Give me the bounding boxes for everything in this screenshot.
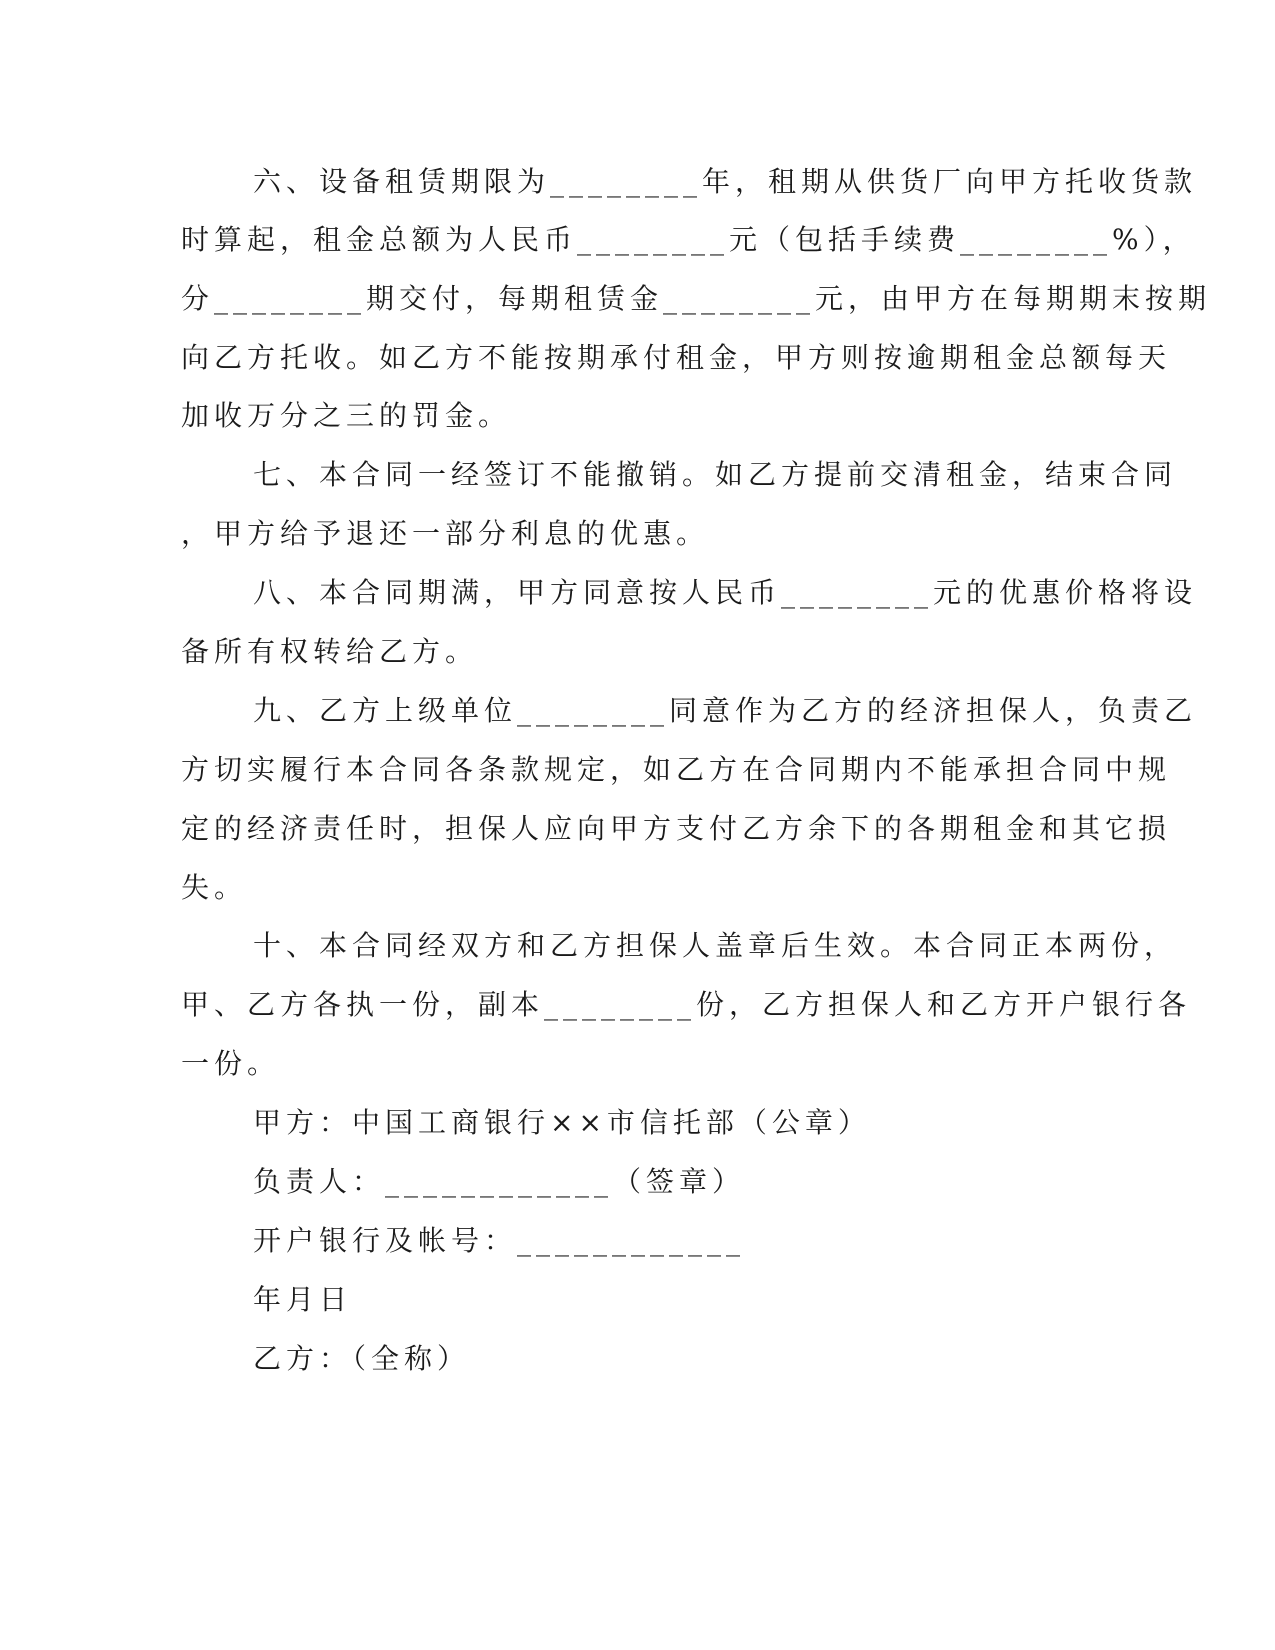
clause-9-line-3: 定的经济责任时，担保人应向甲方支付乙方余下的各期租金和其它损 [181, 812, 1172, 845]
clause-8-line-2: 备所有权转给乙方。 [181, 635, 479, 668]
clause-6-line-3: 分________期交付，每期租赁金________元，由甲方在每期期末按期 [181, 282, 1212, 315]
clause-9-line-4: 失。 [181, 871, 248, 904]
clause-10-line-1: 十、本合同经双方和乙方担保人盖章后生效。本合同正本两份， [253, 929, 1178, 962]
party-a-representative: 负责人：____________（签章） [253, 1165, 746, 1198]
clause-10-line-2: 甲、乙方各执一份，副本________份，乙方担保人和乙方开户银行各 [181, 988, 1192, 1021]
clause-7-line-1: 七、本合同一经签订不能撤销。如乙方提前交清租金，结束合同 [253, 458, 1178, 491]
clause-6-line-2: 时算起，租金总额为人民币________元（包括手续费________%）， [181, 223, 1196, 256]
clause-7-line-2: ，甲方给予退还一部分利息的优惠。 [181, 517, 710, 550]
party-a-bank-account: 开户银行及帐号：____________ [253, 1224, 746, 1257]
party-a-name: 甲方：中国工商银行××市信托部（公章） [253, 1106, 871, 1139]
clause-6-line-4: 向乙方托收。如乙方不能按期承付租金，甲方则按逾期租金总额每天 [181, 341, 1172, 374]
clause-9-line-2: 方切实履行本合同各条款规定，如乙方在合同期内不能承担合同中规 [181, 753, 1172, 786]
clause-9-line-1: 九、乙方上级单位________同意作为乙方的经济担保人，负责乙 [253, 694, 1198, 727]
clause-6-line-1: 六、设备租赁期限为________年，租期从供货厂向甲方托收货款 [253, 165, 1198, 198]
party-a-date: 年月日 [253, 1283, 353, 1316]
clause-8-line-1: 八、本合同期满，甲方同意按人民币________元的优惠价格将设 [253, 576, 1198, 609]
clause-6-line-5: 加收万分之三的罚金。 [181, 399, 512, 432]
party-b-name: 乙方：（全称） [253, 1342, 471, 1375]
clause-10-line-3: 一份。 [181, 1047, 281, 1080]
